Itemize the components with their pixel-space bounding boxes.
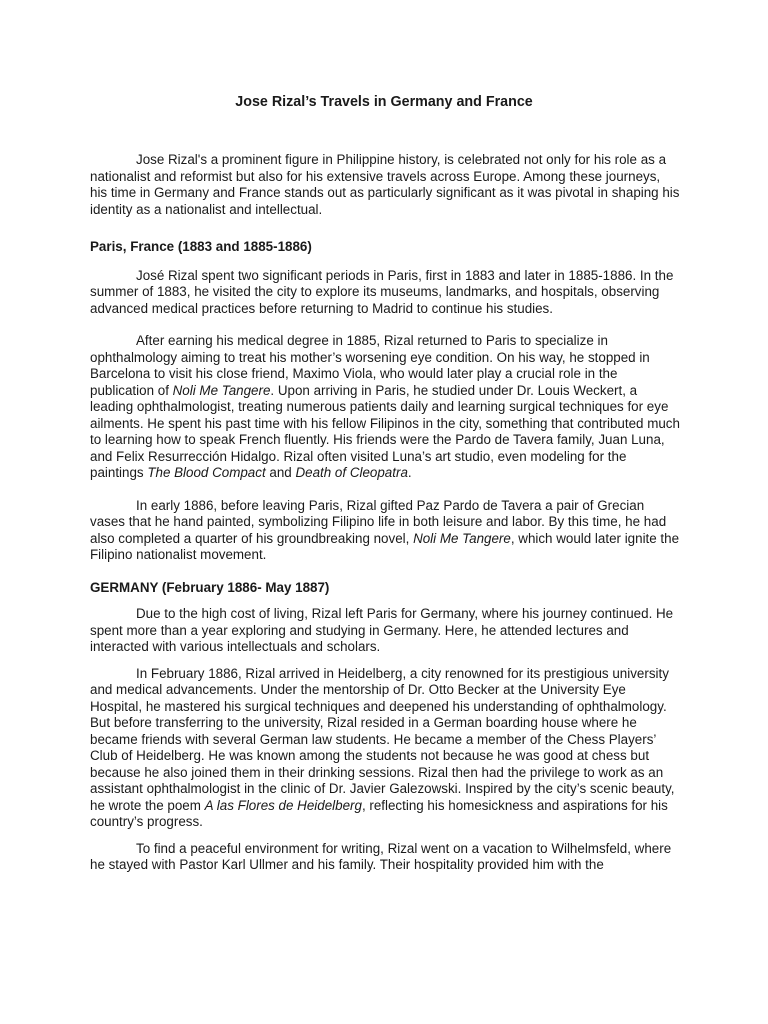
paris-p2-italic-cleopatra: Death of Cleopatra [295,465,408,480]
germany-paragraph-1: Due to the high cost of living, Rizal left Paris for Germany, where his journey continued. He spent more than a year exploring and studying in Germany. Here, he attended lectures and interacted with various intellectuals and scholars. [90,606,674,654]
paris-paragraph-1: José Rizal spent two significant periods in Paris, first in 1883 and later in 1885-1886. In the summer of 1883, he visited the city to explore its museums, landmarks, and hospitals, observing advanced medical practices before returning to Madrid to continue his studies. [90,267,674,316]
paris-p2-text-a: After earning his medical degree in 1885, Rizal returned to Paris to specialize in ophthalmology aiming to treat his mother’s worsening eye condition. On his way, he stopped in Barcelona to visit his close friend, Maximo Viola, who would later play a crucial role in the publication of [90,333,650,398]
germany-p2-text-b: , reflecting his homesickness and aspirations for his country’s progress. [90,797,668,829]
paris-paragraph-3 [90,498,680,564]
paris-p2-italic-blood-compact: The Blood Compact [147,465,266,480]
paris-p3-text-b: , which would later ignite the Filipino nationalist movement. [90,530,680,562]
germany-paragraph-2 [90,666,680,831]
document-body [90,152,680,874]
germany-paragraph-3: To find a peaceful environment for writing, Rizal went on a vacation to Wilhelmsfeld, where he stayed with Pastor Karl Ullmer and his family. Their hospitality provided him with the [90,840,672,872]
paris-p2-text-b: . Upon arriving in Paris, he studied under Dr. Louis Weckert, a leading ophthalmologist, treating numerous patients daily and learning surgical techniques for eye ailments. He spent his past time with his fellow Filipinos in the city, something that contributed much to learning how to speak French fluently. His friends were the Pardo de Tavera family, Juan Luna, and Felix Resurrección Hidalgo. Rizal often visited Luna’s art studio, even modeling for the paintings [90,382,680,480]
paris-p2-text-d: . [407,465,412,480]
paris-paragraph-2 [90,333,680,482]
germany-p2-text-a: In February 1886, Rizal arrived in Heidelberg, a city renowned for its prestigious university and medical advancements. Under the mentorship of Dr. Otto Becker at the University Eye Hospital, he mastered his surgical techniques and deepened his understanding of ophthalmology. But before transferring to the university, Rizal resided in a German boarding house where he became friends with several German law students. He became a member of the Chess Players’ Club of Heidelberg. He was known among the students not because he was good at chess but because he also joined them in their drinking sessions. Rizal then had the privilege to work as an assistant ophthalmologist in the clinic of Dr. Javier Galezowski. Inspired by the city’s scenic beauty, he wrote the poem [90,665,675,813]
paris-p2-italic-noli: Noli Me Tangere [172,382,271,398]
paris-p3-italic-noli: Noli Me Tangere [413,530,511,546]
intro-paragraph: Jose Rizal's a prominent figure in Philippine history, is celebrated not only for his role as a nationalist and reformist but also for his extensive travels across Europe. Among these journeys, his time in Germany and France stands out as particularly significant as it was pivotal in shaping his identity as a nationalist and intellectual. [90,152,680,217]
document-title: Jose Rizal’s Travels in Germany and France [235,94,533,110]
germany-p2-italic-poem: A las Flores de Heidelberg [204,797,362,813]
section-heading-germany: GERMANY (February 1886- May 1887) [90,579,330,595]
paris-p2-text-c: and [265,465,296,480]
paris-p3-text-a: In early 1886, before leaving Paris, Rizal gifted Paz Pardo de Tavera a pair of Grecian vases that he hand painted, symbolizing Filipino life in both leisure and labor. By this time, he had also completed a quarter of his groundbreaking novel, [90,497,667,546]
section-heading-paris: Paris, France (1883 and 1885-1886) [90,239,312,254]
